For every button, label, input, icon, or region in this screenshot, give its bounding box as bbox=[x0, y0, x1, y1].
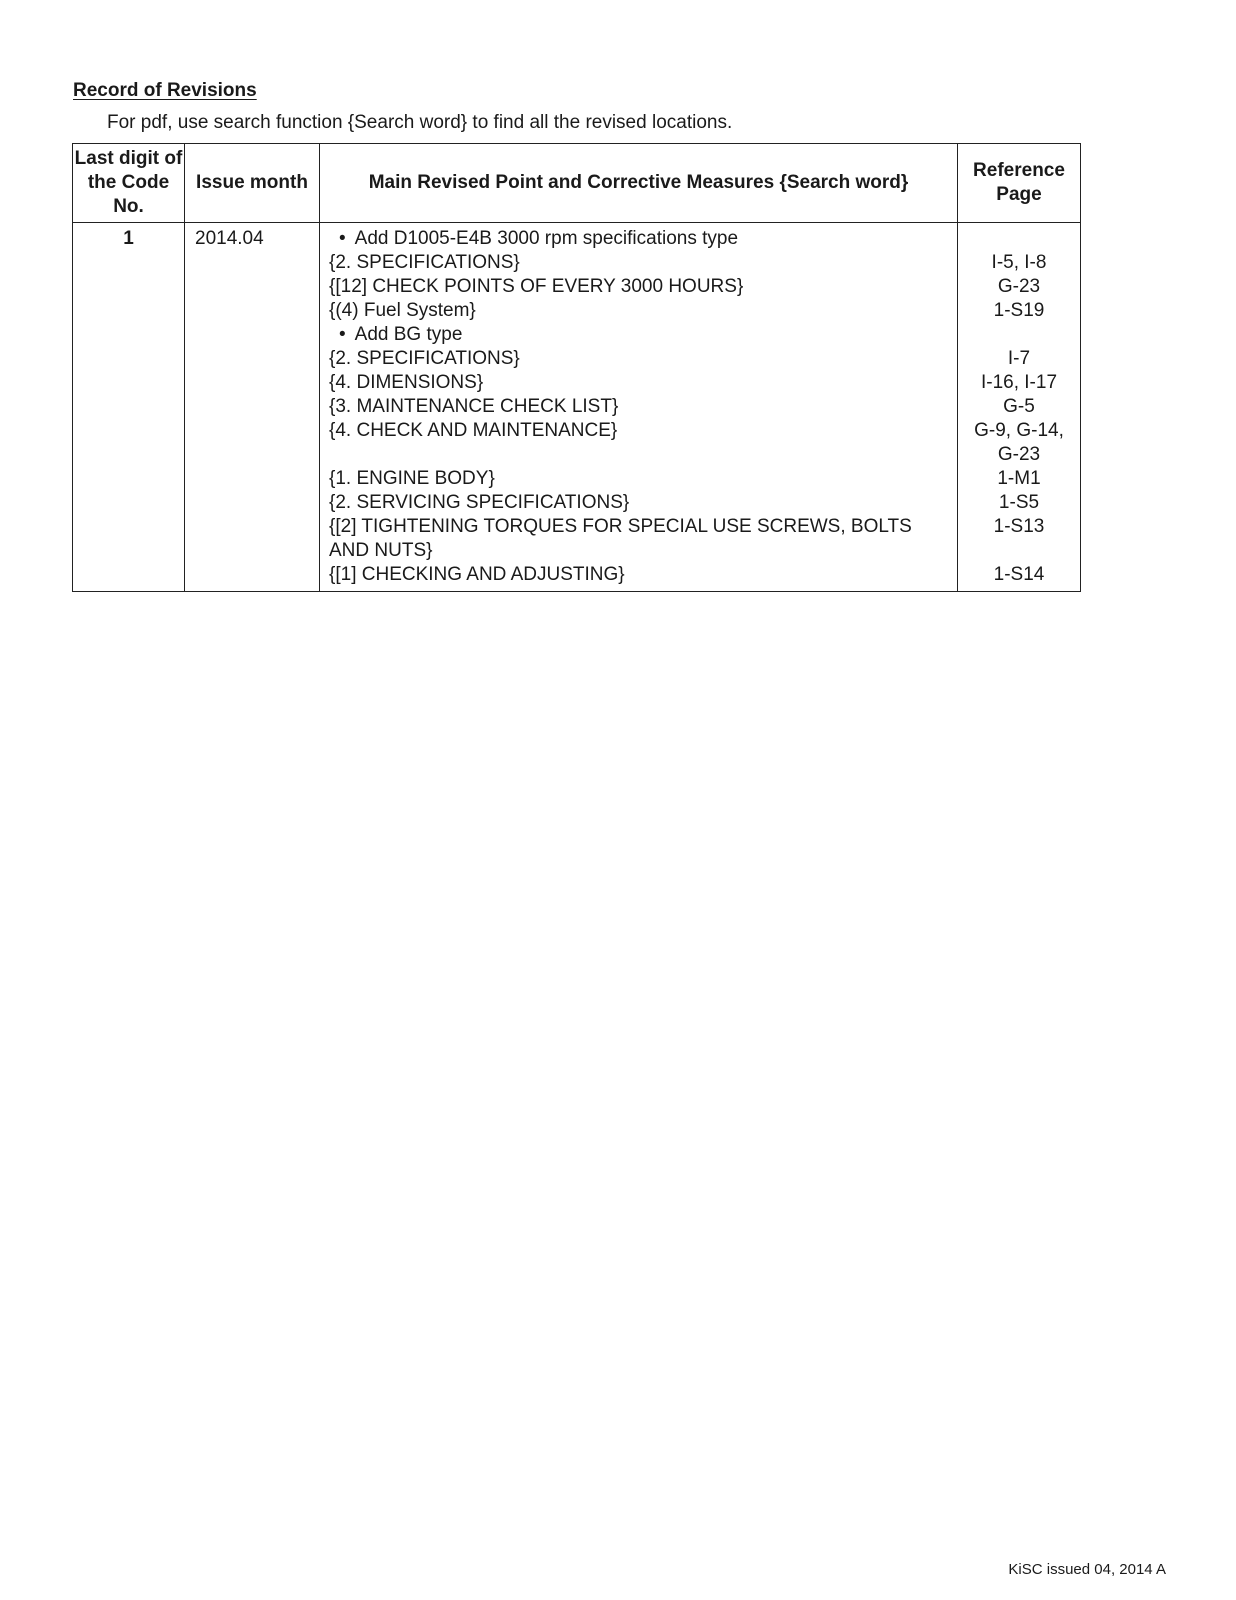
reference-page-item: 1-S13 bbox=[993, 516, 1045, 537]
revision-bullet-item: • Add BG type bbox=[329, 323, 949, 347]
search-word-item: {[12] CHECK POINTS OF EVERY 3000 HOURS} bbox=[329, 276, 744, 297]
reference-page-item: G-5 bbox=[1003, 396, 1035, 417]
intro-text: For pdf, use search function {Search word} to find all the revised locations. bbox=[107, 112, 733, 133]
header-issue-month: Issue month bbox=[185, 144, 320, 223]
table-row bbox=[73, 223, 1081, 592]
reference-page-item: I-7 bbox=[1007, 348, 1031, 369]
revisions-table bbox=[72, 143, 1081, 592]
header-code-digit: Last digit of the Code No. bbox=[73, 144, 185, 223]
search-word-item bbox=[329, 443, 949, 467]
reference-page-item bbox=[958, 323, 1080, 347]
reference-page-item: 1-S19 bbox=[993, 300, 1045, 321]
reference-page-item: 1-S5 bbox=[998, 492, 1040, 513]
reference-page-item: 1-M1 bbox=[997, 468, 1041, 489]
reference-pages-cell bbox=[958, 223, 1081, 592]
reference-page-item: G-23 bbox=[997, 276, 1041, 297]
search-word-item: {2. SERVICING SPECIFICATIONS} bbox=[329, 492, 630, 513]
revision-bullet-item: • Add D1005-E4B 3000 rpm specifications type bbox=[329, 227, 949, 251]
reference-page-item: I-16, I-17 bbox=[980, 372, 1058, 393]
reference-page-item: G-23 bbox=[997, 444, 1041, 465]
reference-page-item: 1-S14 bbox=[993, 564, 1045, 585]
reference-page-item: I-5, I-8 bbox=[991, 252, 1047, 273]
header-main-revised-point: Main Revised Point and Corrective Measures {Search word} bbox=[320, 144, 958, 223]
search-word-item: {[2] TIGHTENING TORQUES FOR SPECIAL USE SCREWS, BOLTS bbox=[329, 516, 912, 537]
search-word-item: {2. SPECIFICATIONS} bbox=[329, 252, 520, 273]
revised-points-cell bbox=[320, 223, 958, 592]
table-header-row bbox=[73, 144, 1081, 223]
search-word-item: AND NUTS} bbox=[329, 540, 433, 561]
search-word-item: {1. ENGINE BODY} bbox=[329, 468, 495, 489]
search-word-item: {3. MAINTENANCE CHECK LIST} bbox=[329, 396, 619, 417]
search-word-item: {(4) Fuel System} bbox=[329, 300, 476, 321]
reference-page-item bbox=[958, 539, 1080, 563]
search-word-item: {4. CHECK AND MAINTENANCE} bbox=[329, 420, 618, 441]
footer-issue-note: KiSC issued 04, 2014 A bbox=[1008, 1561, 1166, 1578]
search-word-item: {[1] CHECKING AND ADJUSTING} bbox=[329, 564, 625, 585]
code-digit-cell: 1 bbox=[73, 223, 185, 592]
page-title: Record of Revisions bbox=[73, 80, 257, 101]
issue-month-cell: 2014.04 bbox=[185, 223, 320, 592]
reference-page-item: G-9, G-14, bbox=[974, 420, 1064, 441]
reference-page-item bbox=[958, 227, 1080, 251]
search-word-item: {4. DIMENSIONS} bbox=[329, 372, 484, 393]
search-word-item: {2. SPECIFICATIONS} bbox=[329, 348, 520, 369]
header-reference-page: Reference Page bbox=[958, 144, 1081, 223]
